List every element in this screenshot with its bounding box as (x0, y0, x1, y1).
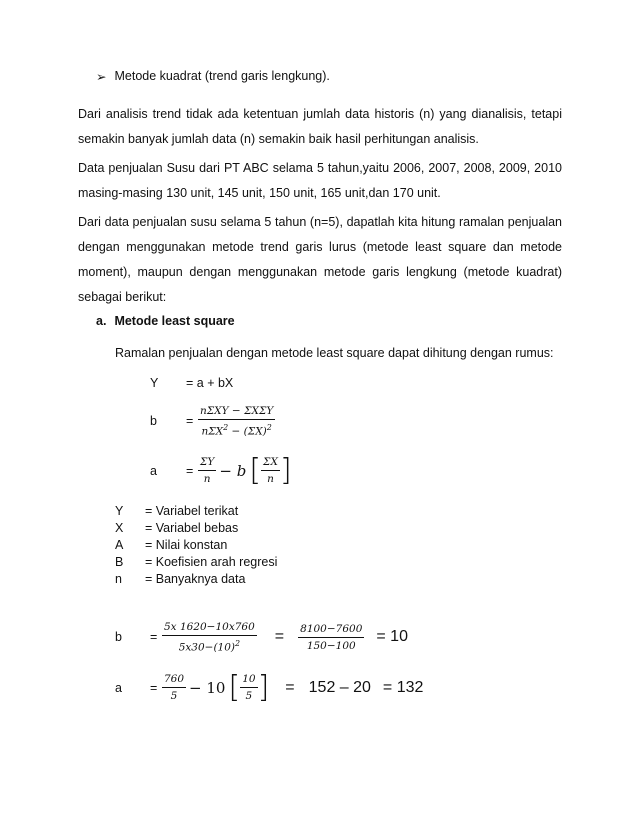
fraction-denominator: 5 (170, 690, 178, 702)
den-part: − (ΣX) (228, 425, 267, 438)
section-marker: a. (96, 314, 107, 328)
variable-definitions (115, 503, 277, 588)
fraction-numerator: ΣY (198, 455, 216, 471)
bullet-item (96, 69, 330, 84)
calculation-a (115, 669, 424, 705)
calc-mid: 152 – 20 (308, 678, 371, 696)
calc-result: = 132 (382, 678, 424, 696)
fraction-bracket (240, 672, 257, 703)
calc-label: a (115, 680, 122, 695)
section-title: Metode least square (114, 314, 235, 328)
fraction-numerator: 10 (240, 672, 257, 688)
calc-result: = 10 (376, 628, 408, 646)
definition-desc: = Banyaknya data (145, 572, 246, 586)
calculation-b (115, 620, 408, 655)
calc-eq2: = (274, 628, 285, 646)
arrow-bullet-icon: ➢ (96, 70, 107, 84)
den-part: nΣX (201, 425, 224, 438)
formula-a (150, 452, 292, 488)
paragraph-line: Dari data penjualan susu selama 5 tahun (n=5), dapatlah kita hitung ramalan penjualan (78, 215, 562, 229)
fraction-denominator: 150−100 (306, 639, 356, 652)
fraction-denominator (177, 636, 242, 655)
formula-label: a (150, 463, 157, 478)
definition-row (115, 503, 277, 520)
minus-b-term: − b (219, 461, 247, 480)
definition-row (115, 554, 277, 571)
den-sup: 2 (266, 423, 272, 432)
paragraph-2 (78, 156, 562, 206)
definition-key: X (115, 521, 124, 535)
definition-desc: = Variabel bebas (145, 521, 239, 535)
formula-b (150, 404, 275, 439)
definition-key: n (115, 572, 122, 586)
den-sup: 2 (223, 423, 229, 432)
den-sup: 2 (235, 639, 241, 648)
fraction-numerator: 8100−7600 (298, 622, 364, 638)
calc-eq2: = (285, 678, 295, 696)
paragraph-line: Dari analisis trend tidak ada ketentuan jumlah data historis (n) yang dianalisis, tetapi (78, 107, 562, 121)
fraction-b-simplified (298, 622, 364, 653)
paragraph-3 (78, 210, 562, 310)
calc-eq: = (150, 630, 158, 645)
definition-desc: = Koefisien arah regresi (145, 555, 278, 569)
calc-label: b (115, 630, 122, 645)
fraction-denominator: 5 (245, 690, 253, 702)
paragraph-1 (78, 102, 562, 152)
fraction-sum-y (198, 455, 216, 486)
paragraph-line: Data penjualan Susu dari PT ABC selama 5 tahun,yaitu 2006, 2007, 2008, 2009, 2010 (78, 161, 562, 175)
paragraph-line: sebagai berikut: (78, 290, 167, 304)
paragraph-line: masing-masing 130 unit, 145 unit, 150 unit, 165 unit,dan 170 unit. (78, 186, 441, 200)
fraction-numerator: 760 (162, 672, 186, 688)
definition-row (115, 520, 277, 537)
minus-term: − 10 (189, 678, 226, 697)
definition-row (115, 571, 277, 588)
fraction-denominator: n (203, 473, 211, 485)
fraction-b-calc (162, 620, 257, 655)
fraction-numerator: ΣX (261, 455, 280, 471)
fraction-a-calc (162, 672, 186, 703)
definition-desc: = Variabel terikat (145, 504, 239, 518)
section-intro: Ramalan penjualan dengan metode least square dapat dihitung dengan rumus: (115, 346, 554, 360)
formula-rhs: = a + bX (186, 376, 234, 390)
formula-eq: = (186, 414, 194, 429)
fraction-b (198, 404, 275, 439)
fraction-denominator (199, 420, 273, 439)
formula-label: Y (150, 376, 159, 390)
fraction-numerator: nΣXY − ΣXΣY (198, 404, 275, 420)
definition-key: A (115, 538, 124, 552)
bracket-term: [ $\frac{10}{5}$ ] (228, 669, 270, 705)
definition-key: Y (115, 504, 124, 518)
fraction-denominator: n (267, 473, 274, 485)
paragraph-line: semakin banyak jumlah data (n) semakin baik hasil perhitungan analisis. (78, 132, 479, 146)
bullet-text: Metode kuadrat (trend garis lengkung). (114, 69, 330, 83)
bracket-term: [ $\frac{\Sigma X}{n}$ ] (249, 452, 292, 488)
section-heading (96, 314, 235, 328)
formula-label: b (150, 414, 157, 429)
definition-key: B (115, 555, 124, 569)
definition-row (115, 537, 277, 554)
formula-eq: = (186, 463, 194, 478)
paragraph-line: moment), maupun dengan menggunakan metode garis lengkung (metode kuadrat) (78, 265, 562, 279)
den-part: 5x30−(10) (178, 641, 236, 654)
fraction-numerator: 5x 1620−10x760 (162, 620, 257, 636)
fraction-sum-x (261, 455, 280, 486)
calc-eq: = (150, 680, 158, 695)
definition-desc: = Nilai konstan (145, 538, 228, 552)
paragraph-line: dengan menggunakan metode trend garis lurus (metode least square dan metode (78, 240, 562, 254)
formula-y (150, 376, 233, 390)
